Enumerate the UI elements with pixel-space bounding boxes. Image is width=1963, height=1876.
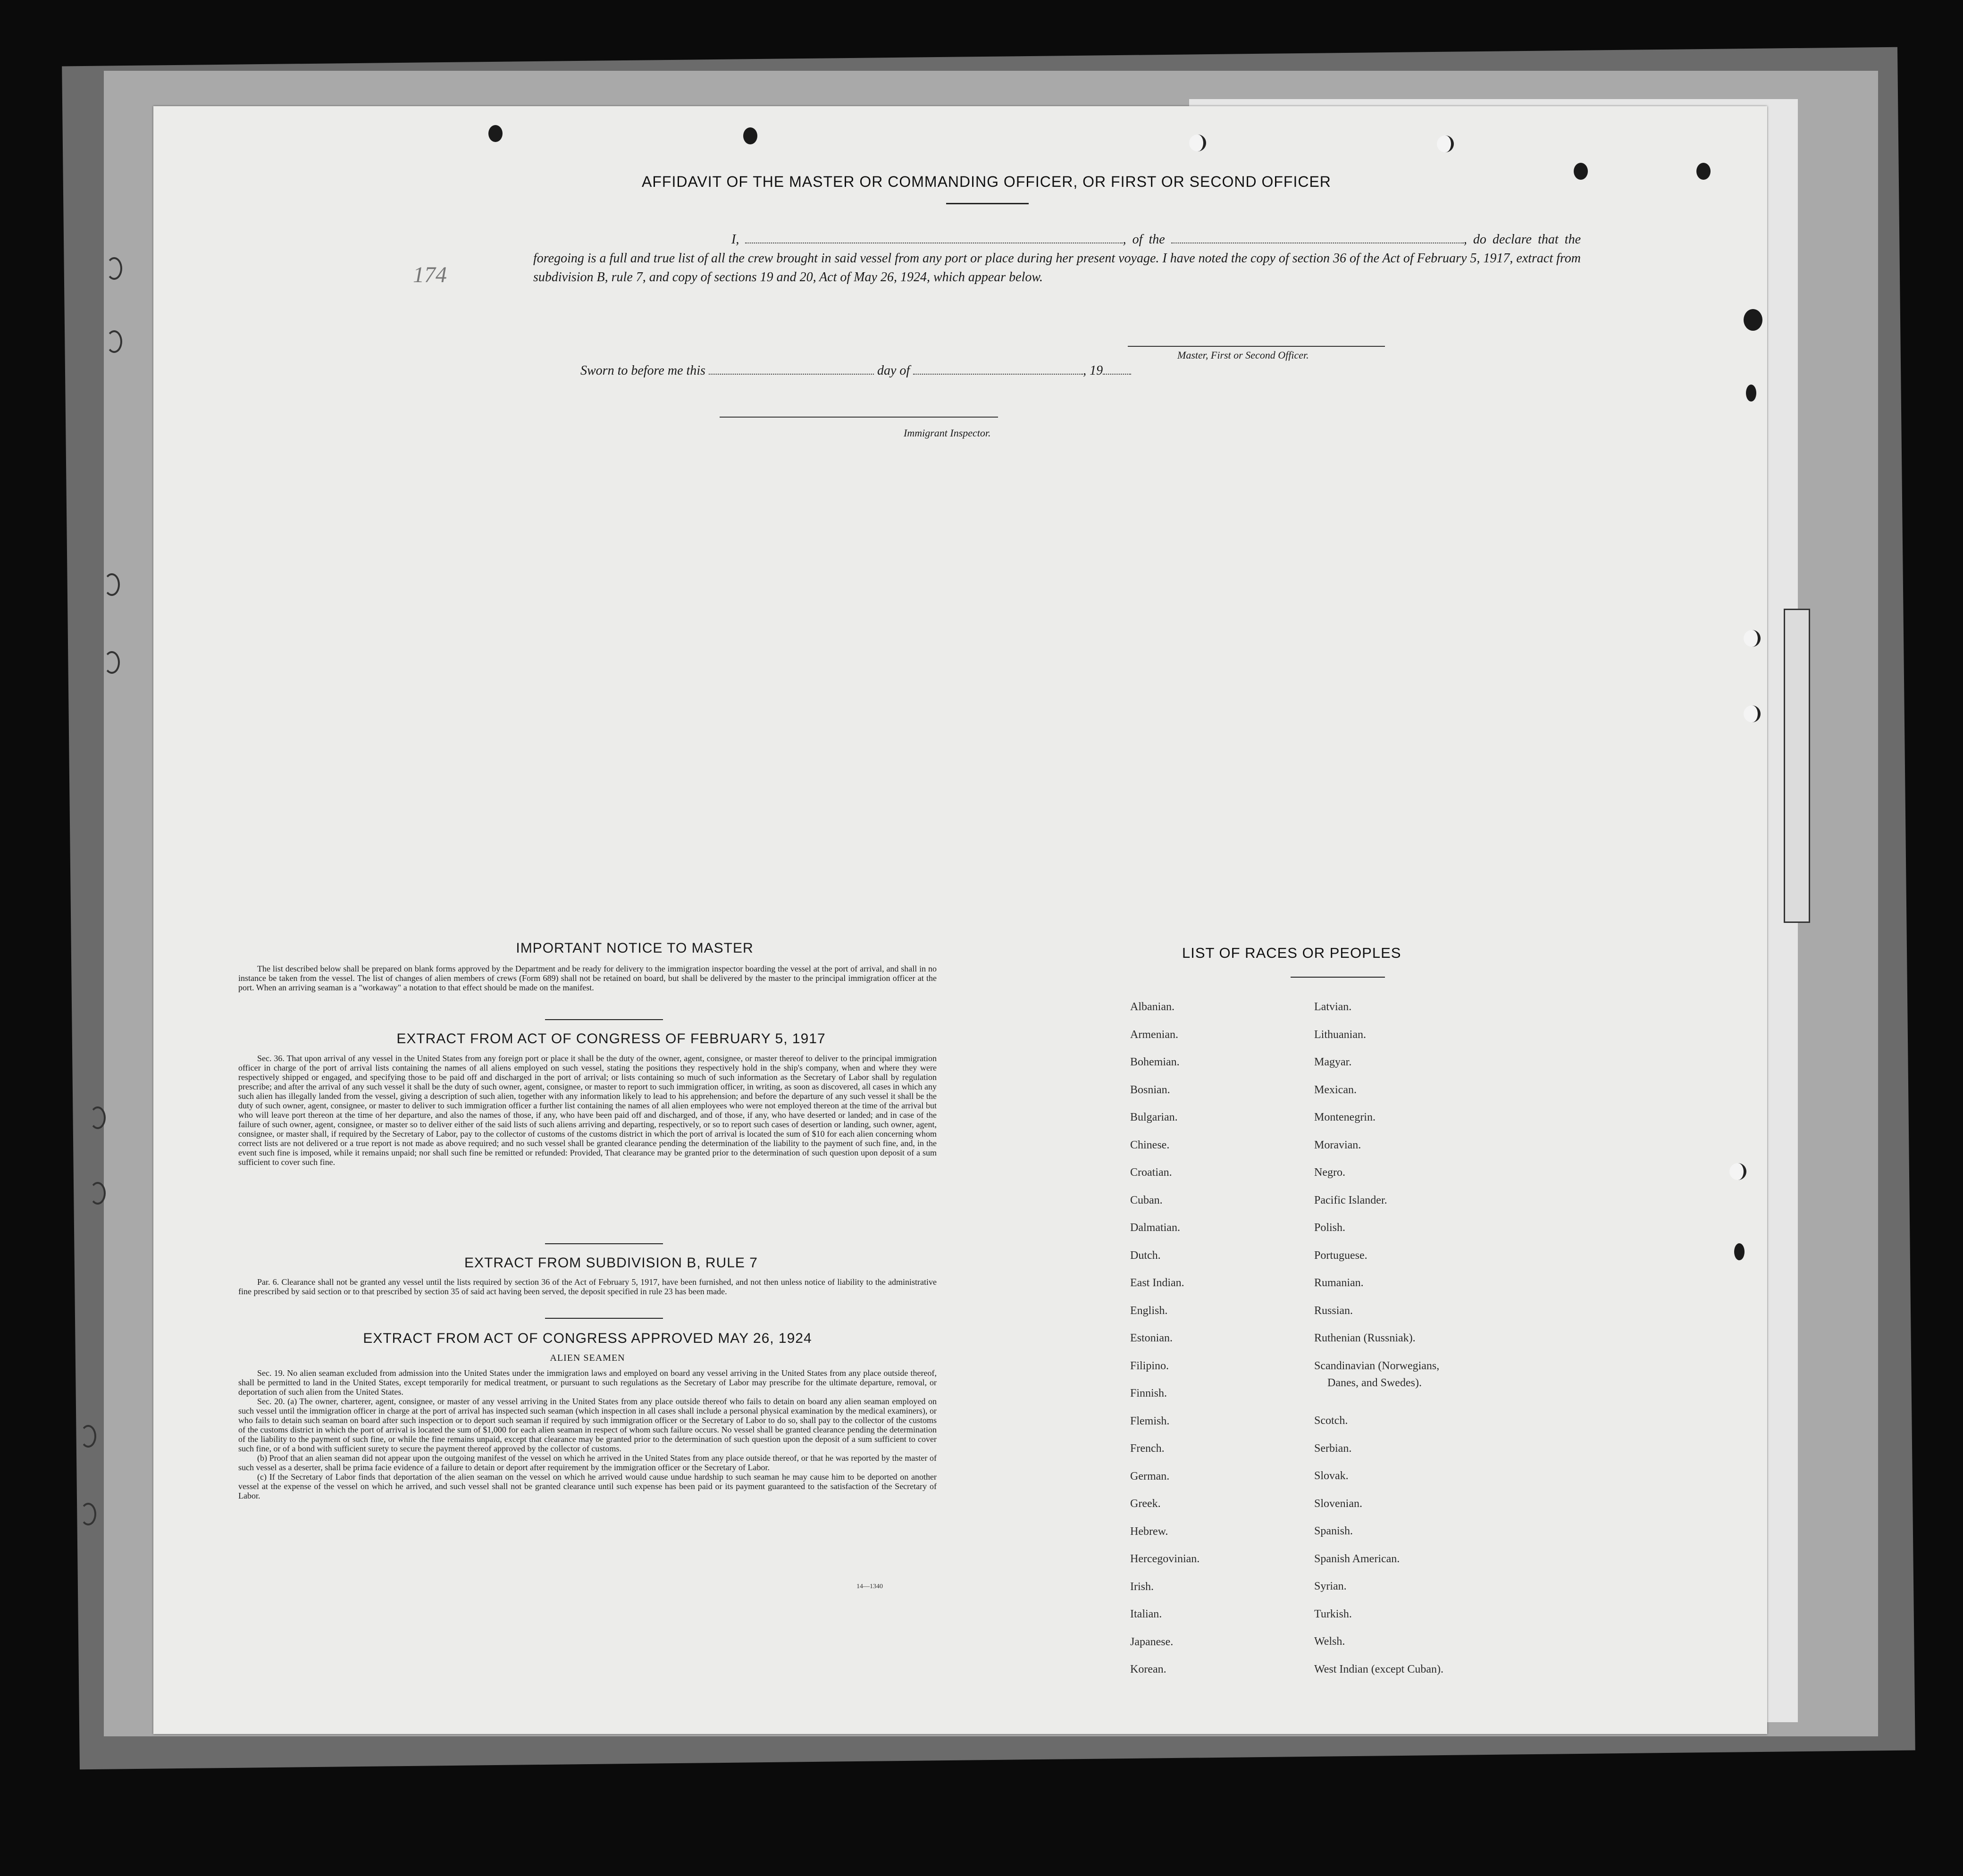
race-item: Rumanian. [1314, 1277, 1364, 1289]
race-item: Spanish. [1314, 1525, 1353, 1537]
signature-caption: Master, First or Second Officer. [1177, 349, 1309, 361]
race-item: Greek. [1130, 1498, 1161, 1510]
notice-body [238, 964, 937, 992]
race-item: Bulgarian. [1130, 1111, 1178, 1123]
binder-hole [90, 1182, 106, 1205]
year-label: , 19 [1083, 363, 1103, 378]
race-item: Filipino. [1130, 1359, 1169, 1372]
affidavit-statement [533, 230, 1581, 287]
race-item: Montenegrin. [1314, 1111, 1376, 1123]
page-tab [1784, 609, 1810, 923]
race-item: Dutch. [1130, 1249, 1161, 1262]
race-item: Polish. [1314, 1222, 1346, 1234]
binder-hole [80, 1503, 96, 1525]
race-item: Hercegovinian. [1130, 1553, 1200, 1565]
binder-hole [106, 257, 122, 280]
race-item: English. [1130, 1304, 1168, 1317]
races-rule [1291, 977, 1385, 978]
race-item: Dalmatian. [1130, 1222, 1180, 1234]
binder-hole [80, 1425, 96, 1448]
binder-hole [90, 1106, 106, 1129]
extract-rule7-text: Par. 6. Clearance shall not be granted any vessel until the lists required by section 36 of the Act of February 5, 1917, have been furnished, and not then unless notice of liability to the administrative fine prescribed by said section or to that prescribed by section 35 of said act having been served, the deposit specified in rule 23 has been made. [238, 1277, 937, 1296]
races-left-column [1130, 993, 1200, 1683]
notice-title: IMPORTANT NOTICE TO MASTER [516, 940, 754, 956]
race-item: Syrian. [1314, 1580, 1347, 1592]
race-item: Portuguese. [1314, 1249, 1367, 1262]
race-item: Latvian. [1314, 1001, 1352, 1013]
signature-line[interactable] [1128, 346, 1385, 347]
day-blank[interactable] [709, 363, 874, 375]
page-content [153, 106, 1767, 1734]
race-item: Albanian. [1130, 1001, 1174, 1013]
race-item: Mexican. [1314, 1083, 1357, 1096]
month-blank[interactable] [913, 363, 1083, 375]
title-rule [946, 203, 1029, 204]
i-label: I, [731, 232, 739, 247]
declare-label: , do declare [1463, 232, 1532, 247]
race-item: Cuban. [1130, 1194, 1163, 1206]
race-item: Pacific Islander. [1314, 1194, 1387, 1206]
binder-hole [104, 651, 120, 674]
sec-20a-text: Sec. 20. (a) The owner, charterer, agent, consignee, or master of any vessel arriving in the United States from any place outside thereof who fails to detain on board any alien seaman employed on such vessel until the immigration officer in charge at the port of arrival has inspected such seaman (which inspection in all cases shall include a personal physical examination by the medical examiners), or who fails to detain such seaman on board after such inspection or to deport such seaman if required by such immigration officer or the Secretary of Labor to do so, shall pay to the collector of the customs of the customs district in which the port of arrival is located the sum of $1,000 for each alien seaman in respect of whom such failure occurs. No vessel shall be granted clearance pending the determination of the liability to the payment of such fine, or while the fine remains unpaid, except that clearance may be granted prior to the determination of such question upon the deposit of a sum sufficient to cover such fine, or of a bond with sufficient surety to secure the payment thereof approved by the collector of customs. [238, 1397, 937, 1453]
race-item: Magyar. [1314, 1056, 1352, 1068]
race-item: Negro. [1314, 1166, 1345, 1179]
race-item: French. [1130, 1442, 1165, 1455]
races-right-column [1314, 993, 1443, 1683]
form-page [153, 106, 1767, 1734]
race-item: Hebrew. [1130, 1525, 1168, 1538]
race-item: Scotch. [1314, 1415, 1348, 1427]
race-item: Irish. [1130, 1580, 1154, 1593]
race-item: Lithuanian. [1314, 1028, 1366, 1041]
race-item: Moravian. [1314, 1139, 1361, 1151]
inspector-line[interactable] [720, 417, 998, 418]
extract-rule7-body [238, 1277, 937, 1296]
of-the-label: , of the [1123, 232, 1165, 247]
race-item: German. [1130, 1470, 1170, 1482]
extract-rule7-title: EXTRACT FROM SUBDIVISION B, RULE 7 [464, 1255, 758, 1271]
affidavit-body: that the foregoing is a full and true list of all the crew brought in said vessel from any port or place during her present voyage. I have noted the copy of section 36 of the Act of February 5, 1917, extract from subdivision B, rule 7, and copy of sections 19 and 20, Act of May 26, 1924, which appear below. [533, 232, 1581, 285]
sec-20b-text: (b) Proof that an alien seaman did not appear upon the outgoing manifest of the vessel on which he arrived in the United States from any place outside thereof, or that he was reported by the master of such vessel as a deserter, shall be prima facie evidence of a failure to detain or deport after requirement by the immigration officer or the Secretary of Labor. [238, 1453, 937, 1472]
race-item: Scandinavian (Norwegians, [1314, 1359, 1440, 1372]
binder-hole [106, 330, 122, 353]
extract-1924-subtitle: ALIEN SEAMEN [550, 1353, 625, 1363]
race-item: Italian. [1130, 1608, 1162, 1620]
vessel-blank[interactable] [1171, 232, 1464, 243]
race-item: Estonian. [1130, 1332, 1173, 1344]
race-item: Turkish. [1314, 1608, 1352, 1620]
affidavit-title: AFFIDAVIT OF THE MASTER OR COMMANDING OFFICER, OR FIRST OR SECOND OFFICER [642, 173, 1331, 190]
race-item: Japanese. [1130, 1635, 1174, 1648]
form-number: 14—1340 [856, 1583, 883, 1590]
extract-1924-body [238, 1368, 937, 1500]
race-item: Slovak. [1314, 1470, 1349, 1482]
race-item: Armenian. [1130, 1028, 1178, 1041]
race-item: Bosnian. [1130, 1083, 1170, 1096]
sec-19-text: Sec. 19. No alien seaman excluded from admission into the United States under the immigration laws and employed on board any vessel arriving in the United States from any place outside thereof, shall be permitted to land in the United States, except temporarily for medical treatment, or pursuant to such regulations as the Secretary of Labor may prescribe for the ultimate departure, removal, or deportation of such alien from the United States. [238, 1368, 937, 1397]
race-item: Korean. [1130, 1663, 1166, 1675]
race-item: Bohemian. [1130, 1056, 1180, 1068]
binder-hole [104, 573, 120, 596]
extract-1917-body [238, 1054, 937, 1167]
race-item: Chinese. [1130, 1139, 1170, 1151]
races-title: LIST OF RACES OR PEOPLES [1182, 945, 1401, 961]
race-item: Slovenian. [1314, 1497, 1362, 1510]
sworn-line [580, 363, 1131, 378]
section-rule [545, 1243, 663, 1244]
year-blank[interactable] [1103, 363, 1131, 375]
notice-text: The list described below shall be prepared on blank forms approved by the Department and be ready for delivery to the immigration inspector boarding the vessel at the port of arrival, and shall in no instance be taken from the vessel. The list of changes of alien members of crews (Form 689) shall not be retained on board, but shall be delivered by the master to the principal immigration officer at the port. When an arriving seaman is a "workaway" a notation to that effect should be made on the manifest. [238, 964, 937, 992]
race-item: Flemish. [1130, 1415, 1170, 1427]
race-item: Danes, and Swedes). [1327, 1377, 1422, 1389]
sworn-label: Sworn to before me this [580, 363, 705, 378]
day-of-label: day of [877, 363, 910, 378]
race-item: Russian. [1314, 1304, 1353, 1317]
extract-1917-title: EXTRACT FROM ACT OF CONGRESS OF FEBRUARY 5, 1917 [396, 1031, 826, 1047]
sec-20c-text: (c) If the Secretary of Labor finds that deportation of the alien seaman on the vessel on which he arrived would cause undue hardship to such seaman he may cause him to be deported on another vessel at the expense of the vessel on which he arrived, and such vessel shall not be granted clearance until such expense has been paid or its payment guaranteed to the satisfaction of the Secretary of Labor. [238, 1472, 937, 1500]
extract-1924-title: EXTRACT FROM ACT OF CONGRESS APPROVED MAY 26, 1924 [363, 1331, 812, 1346]
margin-note: 174 [413, 262, 447, 287]
extract-1917-text: Sec. 36. That upon arrival of any vessel in the United States from any foreign port or place it shall be the duty of the owner, agent, consignee, or master thereof to deliver to the principal immigration officer in charge of the port of arrival lists containing the names of all aliens employed on such vessel, stating the positions they respectively hold in the ship's company, when and where they were respectively shipped or engaged, and specifying those to be paid off and discharged in the port of arrival; or lists containing so much of such information as the Secretary of Labor shall by regulation prescribe; and after the arrival of any such vessel it shall be the duty of such owner, agent, consignee, or master to report to such immigration officer, in writing, as soon as discovered, all cases in which any such alien has illegally landed from the vessel, giving a description of such alien, together with any information likely to lead to his apprehension; and before the departure of any such vessel it shall be the duty of such owner, agent, consignee, or master to deliver to such immigration officer a further list containing the names of all alien employees who were not employed thereon at the time of the arrival but who will leave port thereon at the time of her departure, and also the names of those, if any, who have been paid off and discharged, and of those, if any, who have deserted or landed; and in case of the failure of such owner, agent, consignee, or master so to deliver either of the said lists of such aliens arriving and departing, respectively, or so to report such cases of desertion or landing, such owner, agent, consignee, or master shall, if required by the Secretary of Labor, pay to the collector of customs of the customs district in which the port of arrival is located the sum of $10 for each alien concerning whom correct lists are not delivered or a true report is not made as above required; and no such vessel shall be granted clearance pending the determination of the liability to the payment of such fine, and, in the event such fine is imposed, while it remains unpaid; nor shall such fine be remitted or refunded: Provided, That clearance may be granted prior to the determination of such question upon deposit of a sum sufficient to cover such fine. [238, 1054, 937, 1167]
race-item: West Indian (except Cuban). [1314, 1663, 1443, 1675]
section-rule [545, 1318, 663, 1319]
race-item: Croatian. [1130, 1166, 1172, 1179]
section-rule [545, 1019, 663, 1020]
race-item: Serbian. [1314, 1442, 1352, 1455]
race-item: Ruthenian (Russniak). [1314, 1332, 1416, 1344]
race-item: Welsh. [1314, 1635, 1345, 1648]
name-blank[interactable] [745, 232, 1123, 243]
race-item: Finnish. [1130, 1387, 1167, 1399]
race-item: Spanish American. [1314, 1552, 1400, 1565]
inspector-caption: Immigrant Inspector. [904, 427, 991, 439]
race-item: East Indian. [1130, 1277, 1184, 1289]
